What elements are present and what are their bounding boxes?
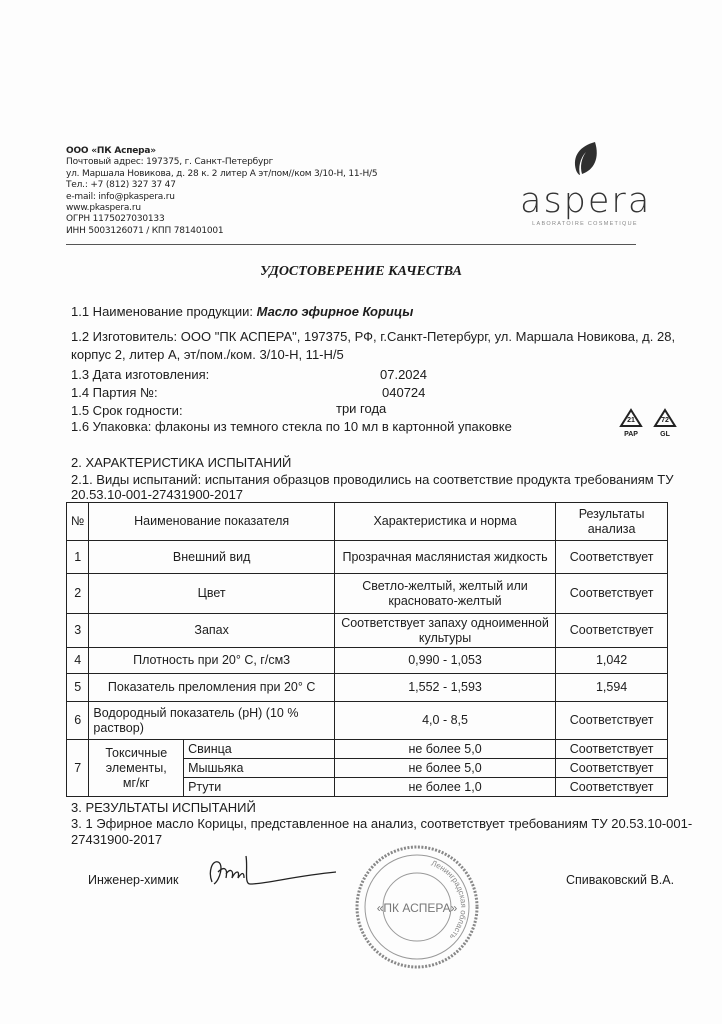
test-results-table xyxy=(66,502,668,797)
row-num: 3 xyxy=(67,614,89,648)
leaf-icon xyxy=(568,140,602,176)
header-result: Результаты анализа xyxy=(556,503,668,541)
logo-wordmark: aspera xyxy=(520,181,652,221)
packaging-line: 1.6 Упаковка: флаконы из темного стекла по 10 мл в картонной упаковке xyxy=(71,419,512,434)
sub-row-norm: не более 5,0 xyxy=(334,759,555,778)
row-name: Цвет xyxy=(89,574,334,614)
row-num: 2 xyxy=(67,574,89,614)
product-label: 1.1 Наименование продукции: xyxy=(71,304,257,319)
aspera-logo xyxy=(520,140,650,227)
signatory-role: Инженер-химик xyxy=(88,873,179,887)
table-row xyxy=(67,574,668,614)
row-norm: Светло-желтый, желтый или красновато-желтый xyxy=(334,574,555,614)
table-row xyxy=(67,541,668,574)
row-result: Соответствует xyxy=(556,614,668,648)
row-name: Водородный показатель (pH) (10 % раствор) xyxy=(89,702,334,740)
signatory-name: Спиваковский В.А. xyxy=(566,873,675,887)
sub-row-norm: не более 1,0 xyxy=(334,778,555,797)
manufacturer-line-2: корпус 2, литер А, эт/пом./ком. 3/10-Н, 11-Н/5 xyxy=(71,347,344,362)
sub-row-result: Соответствует xyxy=(556,759,668,778)
section-3-text-line-1: 3. 1 Эфирное масло Корицы, представленное на анализ, соответствует требованиям ТУ 20.53.10-001- xyxy=(71,816,693,831)
logo-tagline: LABORATOIRE COSMETIQUE xyxy=(532,221,638,227)
row-norm: Прозрачная маслянистая жидкость xyxy=(334,541,555,574)
row-num: 5 xyxy=(67,674,89,702)
sub-row-name: Свинца xyxy=(184,740,335,759)
row-result: 1,042 xyxy=(556,648,668,674)
table-row xyxy=(67,702,668,740)
product-value: Масло эфирное Корицы xyxy=(256,304,414,319)
ogrn: ОГРН 1175027030133 xyxy=(66,214,165,225)
table-row xyxy=(67,614,668,648)
row-name: Плотность при 20° С, г/см3 xyxy=(89,648,334,674)
sub-row-name: Ртути xyxy=(184,778,335,797)
shelf-life-value: три года xyxy=(336,401,387,416)
postal-address: Почтовый адрес: 197375, г. Санкт-Петербург xyxy=(66,157,274,168)
sub-row-norm: не более 5,0 xyxy=(334,740,555,759)
row-num: 7 xyxy=(67,740,89,797)
street-address: ул. Маршала Новикова, д. 28 к. 2 литер А эт/пом//ком 3/10-Н, 11-Н/5 xyxy=(66,168,378,179)
row-num: 6 xyxy=(67,702,89,740)
row-norm: 4,0 - 8,5 xyxy=(334,702,555,740)
email: e-mail: info@pkaspera.ru xyxy=(66,191,175,202)
shelf-life-label: 1.5 Срок годности: xyxy=(71,403,183,418)
manufacturer-line-1: 1.2 Изготовитель: ООО "ПК АСПЕРА", 197375, РФ, г.Санкт-Петербург, ул. Маршала Новикова, д. 28, xyxy=(71,329,676,344)
phone: Тел.: +7 (812) 327 37 47 xyxy=(66,180,176,191)
sub-row-result: Соответствует xyxy=(556,740,668,759)
recycling-marks xyxy=(617,408,679,439)
manufacture-date-label: 1.3 Дата изготовления: xyxy=(71,367,210,382)
recycle-code: 72 xyxy=(661,417,669,424)
section-2-text-line-1: 2.1. Виды испытаний: испытания образцов проводились на соответствие продукта требованиям ТУ xyxy=(71,472,674,487)
header-divider xyxy=(66,244,636,245)
manufacture-date-value: 07.2024 xyxy=(380,367,427,382)
recycle-label: GL xyxy=(660,431,670,438)
row-norm: Соответствует запаху одноименной культуры xyxy=(334,614,555,648)
row-norm: 1,552 - 1,593 xyxy=(334,674,555,702)
recycle-label: PAP xyxy=(624,431,638,438)
sub-row-name: Мышьяка xyxy=(184,759,335,778)
company-stamp xyxy=(352,842,482,972)
recycle-mark-pap xyxy=(617,408,645,439)
table-row xyxy=(67,674,668,702)
website: www.pkaspera.ru xyxy=(66,203,141,214)
company-details xyxy=(66,146,377,237)
product-name-line xyxy=(71,304,413,319)
row-name: Запах xyxy=(89,614,334,648)
svg-text:Ленинградская область: Ленинградская область xyxy=(429,858,469,942)
sub-row-result: Соответствует xyxy=(556,778,668,797)
row-num: 4 xyxy=(67,648,89,674)
company-name: ООО «ПК Аспера» xyxy=(66,146,156,156)
table-header-row xyxy=(67,503,668,541)
batch-label: 1.4 Партия №: xyxy=(71,385,158,400)
section-3-text-line-2: 27431900-2017 xyxy=(71,832,163,847)
recycle-mark-gl xyxy=(651,408,679,439)
row-result: 1,594 xyxy=(556,674,668,702)
table-row xyxy=(67,648,668,674)
toxic-group-label: Токсичные элементы, мг/кг xyxy=(89,740,184,797)
row-num: 1 xyxy=(67,541,89,574)
row-norm: 0,990 - 1,053 xyxy=(334,648,555,674)
section-2-text-line-2: 20.53.10-001-27431900-2017 xyxy=(71,487,244,502)
row-name: Показатель преломления при 20° С xyxy=(89,674,334,702)
row-result: Соответствует xyxy=(556,574,668,614)
row-result: Соответствует xyxy=(556,541,668,574)
svg-text:«ПК АСПЕРА»: «ПК АСПЕРА» xyxy=(376,901,458,915)
header-name: Наименование показателя xyxy=(89,503,334,541)
inn-kpp: ИНН 5003126071 / КПП 781401001 xyxy=(66,225,224,236)
table-row xyxy=(67,740,668,759)
section-2-heading: 2. ХАРАКТЕРИСТИКА ИСПЫТАНИЙ xyxy=(71,455,292,470)
header-norm: Характеристика и норма xyxy=(334,503,555,541)
header-num: № xyxy=(67,503,89,541)
section-3-heading: 3. РЕЗУЛЬТАТЫ ИСПЫТАНИЙ xyxy=(71,800,256,815)
batch-value: 040724 xyxy=(382,385,426,400)
row-result: Соответствует xyxy=(556,702,668,740)
recycle-code: 21 xyxy=(627,417,635,424)
row-name: Внешний вид xyxy=(89,541,334,574)
signature-image xyxy=(204,852,344,897)
document-title: УДОСТОВЕРЕНИЕ КАЧЕСТВА xyxy=(260,264,462,279)
